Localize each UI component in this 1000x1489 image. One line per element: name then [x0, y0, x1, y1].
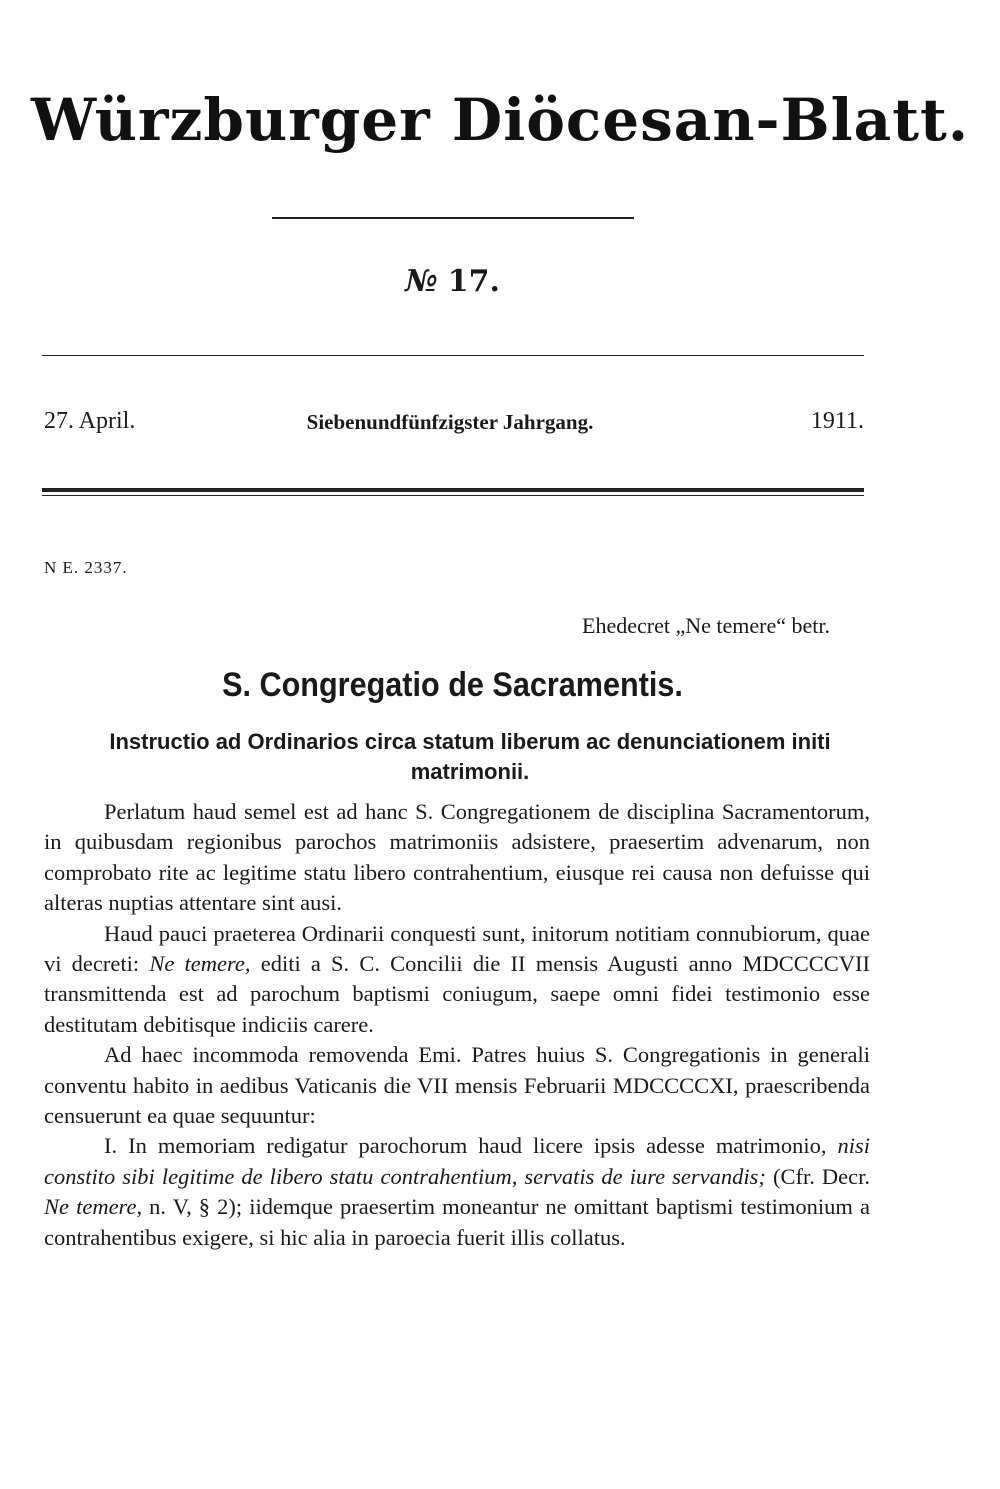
- document-heading: S. Congregatio de Sacramentis.: [222, 666, 683, 704]
- reference-code: N E. 2337.: [44, 558, 128, 577]
- subject-line: Ehedecret „Ne temere“ betr.: [582, 613, 830, 638]
- volume-label: Siebenundfünfzigster Jahrgang.: [306, 410, 594, 434]
- masthead-divider: [272, 217, 634, 219]
- paragraph-4-text-b: (Cfr. Decr.: [772, 1163, 871, 1189]
- document-body: [44, 797, 870, 1253]
- dateline-bottom-rule-thin: [42, 495, 864, 496]
- paragraph-2: [44, 919, 870, 1041]
- paragraph-2-text-a: Haud pauci praeterea Ordinarii conquesti sunt, initorum notitiam connubiorum, quae vi decreti:: [44, 920, 870, 977]
- paragraph-4-emphasis-1: nisi constito sibi legitime de libero statu contrahentium, servatis de iure servandis;: [44, 1133, 870, 1189]
- issue-number-value: 17.: [447, 264, 500, 299]
- paragraph-1: Perlatum haud semel est ad hanc S. Congregationem de disciplina Sacramentorum, in quibusdam regionibus parochos matrimoniis adsistere, praesertim advenarum, non comprobato rite ac legitime statu libero contrahentium, eiusque rei causa non defuisse qui alteras nuptias attentare sint ausi.: [44, 799, 870, 916]
- number-sign: №: [405, 264, 438, 299]
- masthead-title: Würzburger Diöcesan-Blatt.: [30, 86, 970, 154]
- dateline-bottom-rule-thick: [42, 488, 864, 492]
- paragraph-4-text-a: I. In memoriam redigatur parochorum haud licere ipsis adesse matrimonio,: [104, 1133, 827, 1159]
- paragraph-4-text-c: , n. V, § 2); iidemque praesertim moneantur ne omittant baptismi testimonium a contrahentibus exigere, si hic alia in paroecia fuerit illis collatus.: [44, 1194, 870, 1250]
- paragraph-2-text-b: editi a S. C. Concilii die II mensis Augusti anno MDCCCCVII transmittenda est ad parochum baptismi coniugum, saepe omni fidei testimonio esse destitutam debitisque indiciis carere.: [44, 951, 871, 1037]
- dateline-top-rule: [42, 355, 864, 356]
- paragraph-4: [44, 1131, 870, 1253]
- document-subheading: Instructio ad Ordinarios circa statum liberum ac denunciationem initi matrimonii.: [109, 729, 831, 784]
- issue-date: 27. April.: [44, 408, 136, 434]
- issue-number: [0, 264, 905, 299]
- paragraph-3: Ad haec incommoda removenda Emi. Patres huius S. Congregationis in generali conventu habito in aedibus Vaticanis die VII mensis Februarii MDCCCCXI, praescribenda censuerunt ea quae sequuntur:: [44, 1042, 870, 1129]
- issue-year: 1911.: [810, 408, 864, 434]
- paragraph-4-emphasis-2: Ne temere: [44, 1194, 137, 1220]
- paragraph-2-emphasis: Ne temere,: [149, 951, 251, 977]
